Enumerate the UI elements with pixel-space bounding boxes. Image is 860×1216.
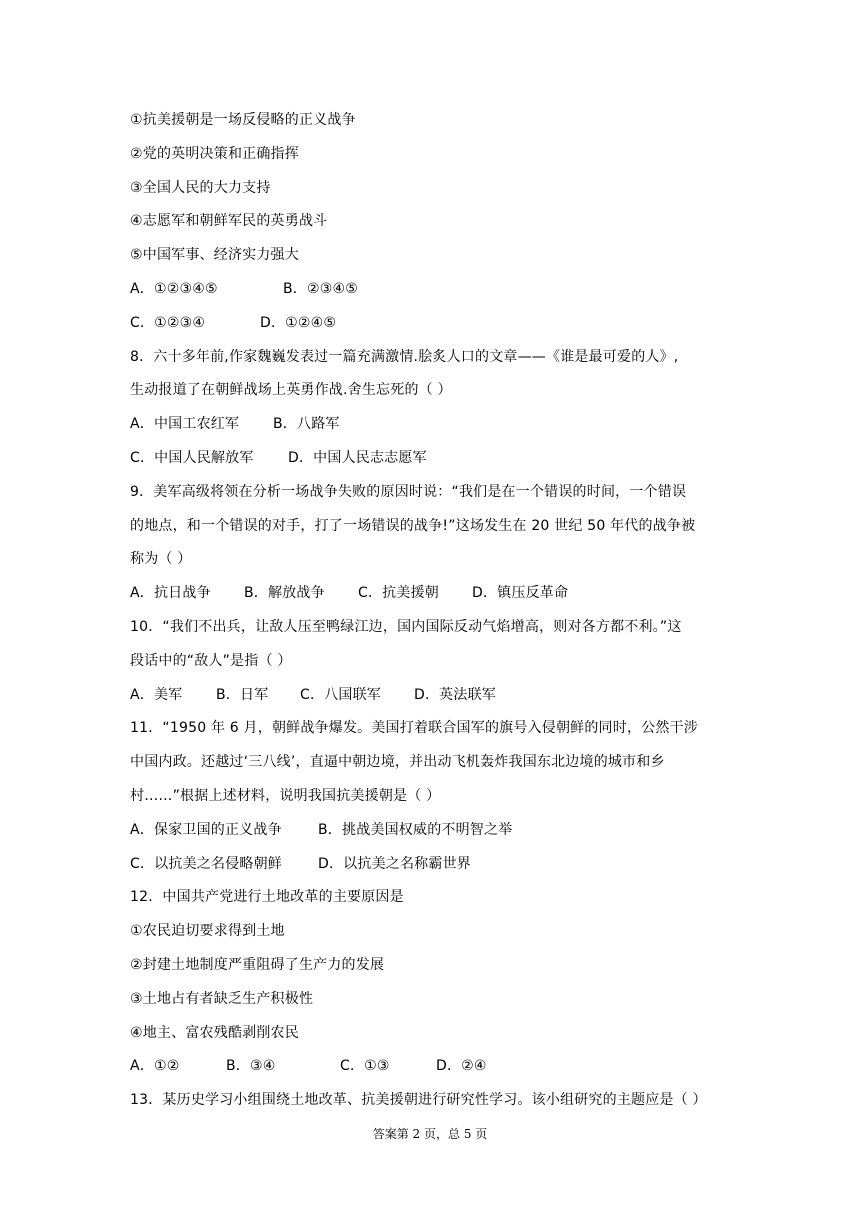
question-text: 12．中国共产党进行土地改革的主要原因是 [130,889,404,906]
question-text: 中国内政。还越过‘三八线’，直逼中朝边境，并出动飞机轰炸我国东北边境的城市和乡 [130,754,665,771]
options-row [130,577,730,611]
question-text: 的地点，和一个错误的对手，打了一场错误的战争!”这场发生在 20 世纪 50 年代的战争被 [130,517,696,534]
option: B．八路军 [273,416,340,433]
question-text: 称为（ ） [130,551,192,568]
option: B．②③④⑤ [283,280,359,297]
text-line: ①抗美援朝是一场反侵略的正义战争 [130,112,356,128]
question-text: 9．美军高级将领在分析一场战争失败的原因时说：“我们是在一个错误的时间，一个错误 [130,483,687,500]
option: B．挑战美国权威的不明智之举 [318,821,513,838]
option: A．保家卫国的正义战争 [130,821,282,838]
text-line: ④地主、富农残酷剥削农民 [130,1024,299,1041]
page-footer: 答案第 2 页，总 5 页 [372,1127,488,1141]
option: D．①②④⑤ [260,314,337,331]
option: D．②④ [436,1058,487,1075]
option: C．①②③④ [130,314,206,331]
question-text: 8．六十多年前,作家魏巍发表过一篇充满激情.脍炙人口的文章——《谁是最可爱的人》, [130,348,679,365]
options-row [130,408,730,442]
option: C．中国人民解放军 [130,449,254,466]
option: C．①③ [340,1058,390,1075]
options-row [130,814,730,848]
options-row [130,679,730,713]
text-line: ①农民迫切要求得到土地 [130,923,285,940]
option: C．抗美援朝 [358,585,439,602]
option: C．以抗美之名侵略朝鲜 [130,855,282,872]
text-line: ③全国人民的大力支持 [130,179,271,196]
options-row [130,307,730,341]
question-text: 段话中的“敌人”是指（ ） [130,652,292,669]
question-text: 生动报道了在朝鲜战场上英勇作战.舍生忘死的（ ） [130,382,452,399]
option: B．③④ [226,1058,276,1075]
options-row [130,442,730,476]
option: A．中国工农红军 [130,416,240,433]
question-text: 10．“我们不出兵，让敌人压至鸭绿江边，国内国际反动气焰增高，则对各方都不利。”这 [130,618,682,635]
text-line: ⑤中国军事、经济实力强大 [130,247,299,264]
question-text: 13．某历史学习小组围绕土地改革、抗美援朝进行研究性学习。该小组研究的主题应是（ ） [130,1092,707,1109]
text-line: ②党的英明决策和正确指挥 [130,145,299,162]
page-content [130,104,730,1118]
text-line: ③土地占有者缺乏生产积极性 [130,990,314,1007]
options-row [130,848,730,882]
option: A．①②③④⑤ [130,280,218,297]
option: A．①② [130,1058,180,1075]
option: B．日军 [216,686,269,703]
options-row [130,1050,730,1084]
options-row [130,273,730,307]
option: A．抗日战争 [130,585,211,602]
option: D．以抗美之名称霸世界 [318,855,471,872]
option: B．解放战争 [244,585,325,602]
option: D．英法联军 [414,686,496,703]
question-text: 11．“1950 年 6 月，朝鲜战争爆发。美国打着联合国军的旗号入侵朝鲜的同时，公然干涉 [130,720,698,737]
question-text: 村……”根据上述材料，说明我国抗美援朝是（ ） [130,787,441,804]
option: A．美军 [130,686,183,703]
option: C．八国联军 [300,686,381,703]
option: D．中国人民志志愿军 [288,449,427,466]
option: D．镇压反革命 [472,585,569,602]
text-line: ④志愿军和朝鲜军民的英勇战斗 [130,213,328,230]
text-line: ②封建土地制度严重阻碍了生产力的发展 [130,956,385,973]
